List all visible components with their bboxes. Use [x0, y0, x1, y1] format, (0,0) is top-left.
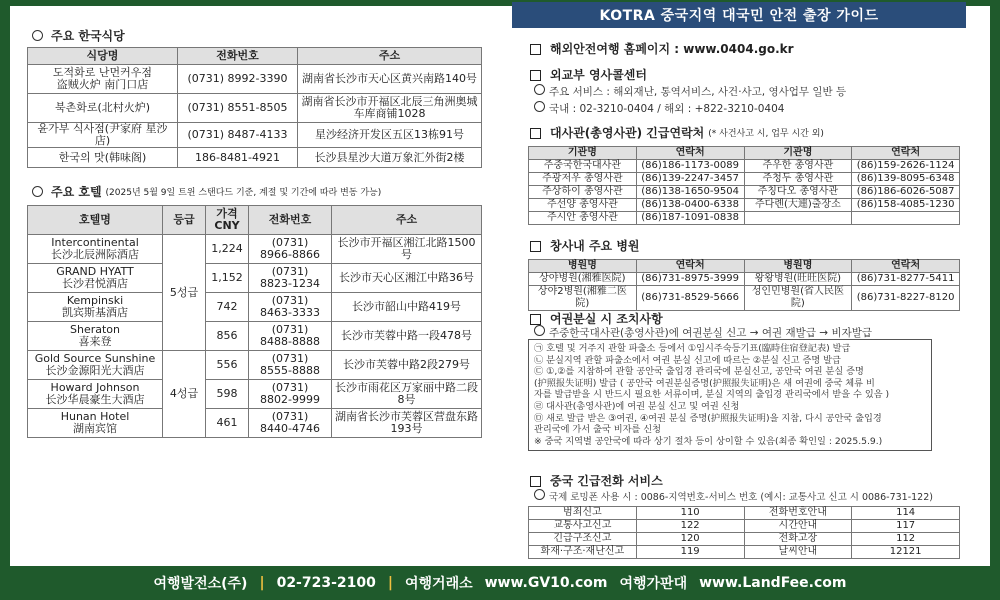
circle-bullet-icon	[32, 186, 43, 197]
footer-phone: 02-723-2100	[276, 575, 376, 591]
column-header: 전화번호	[249, 206, 332, 235]
hotel-phone: (0731) 8555-8888	[249, 351, 332, 380]
hotel-grade: 5성급	[163, 235, 206, 351]
hotel-price: 742	[206, 293, 249, 322]
footer-separator: |	[387, 575, 393, 591]
table-row	[28, 322, 482, 351]
hotel-price: 461	[206, 409, 249, 438]
hotel-name: Gold Source Sunshine 长沙金源阳光大酒店	[28, 351, 163, 380]
footer-separator: |	[259, 575, 265, 591]
circle-bullet-icon	[32, 30, 43, 41]
org-name: 날씨안내	[744, 546, 852, 559]
circle-bullet-icon	[534, 325, 545, 336]
passport-step: 자를 발급받을 시 반드시 필요한 서류이며, 분실 지역의 출입경 관리국에서 받을 수 있음 )	[534, 389, 890, 401]
column-header: 등급	[163, 206, 206, 235]
column-header: 병원명	[744, 260, 852, 273]
hotel-address: 长沙市天心区湘江中路36号	[332, 264, 482, 293]
contact-number: 114	[852, 507, 960, 520]
org-name: 주광저우 총영사관	[529, 173, 637, 186]
restaurant-address: 长沙县星沙大道万象汇外街2楼	[298, 148, 482, 168]
column-header: 주소	[298, 48, 482, 65]
column-header: 연락처	[852, 147, 960, 160]
contact-number: (86)139-8095-6348	[852, 173, 960, 186]
passport-step: ㉠ 호텔 및 거주지 관할 파출소 등에서 ①임시주숙등기표(臨時住宿登記表) 발급	[534, 343, 851, 354]
org-name: 주시안 총영사관	[529, 212, 637, 225]
hotel-grade: 4성급	[163, 351, 206, 438]
org-name: 전화고장	[744, 533, 852, 546]
footer-bar	[0, 566, 1000, 600]
org-name: 주우한 총영사관	[744, 160, 852, 173]
table-row	[529, 273, 960, 286]
table-row	[28, 235, 482, 264]
passport-step: 관리국에 가서 출국 비자를 신청	[534, 424, 662, 436]
restaurant-name: 윤가부 식사점(尹家府 星沙店)	[28, 123, 178, 148]
passport-step: ㉣ 대사관(총영사관)에 여권 분실 신고 및 여권 신청	[534, 400, 740, 412]
contact-number: (86)187-1091-0838	[636, 212, 744, 225]
column-header: 가격 CNY	[206, 206, 249, 235]
column-header: 연락처	[636, 147, 744, 160]
hotel-price: 856	[206, 322, 249, 351]
circle-bullet-icon	[534, 84, 545, 95]
restaurant-phone: (0731) 8992-3390	[178, 65, 298, 94]
passport-step: ※ 중국 지역별 공안국에 따라 상기 절차 등이 상이할 수 있음(최종 확인일 : 2025.5.9.)	[534, 435, 883, 447]
hotels-note: (2025년 5월 9일 트윈 스탠다드 기준, 계절 및 기간에 따라 변동 가능)	[105, 188, 382, 198]
hotel-address: 长沙市雨花区万家丽中路二段 8号	[332, 380, 482, 409]
org-name: 시간안내	[744, 520, 852, 533]
square-bullet-icon	[530, 476, 541, 487]
table-row	[529, 286, 960, 311]
passport-step: ㉡ 분실지역 관할 파출소에서 여권 분실 신고에 따르는 ②분실 신고 증명 발급	[534, 354, 841, 366]
contact-number: 12121	[852, 546, 960, 559]
restaurant-name: 북촌화로(北村火炉)	[28, 94, 178, 123]
org-name: 주상하이 총영사관	[529, 186, 637, 199]
consular-title: 외교부 영사콜센터	[530, 66, 647, 83]
footer-market: 여행가판대	[619, 576, 688, 592]
hotel-price: 1,152	[206, 264, 249, 293]
table-row	[529, 533, 960, 546]
hotel-phone: (0731) 8440-4746	[249, 409, 332, 438]
hotel-address: 长沙市韶山中路419号	[332, 293, 482, 322]
hotel-price: 598	[206, 380, 249, 409]
table-row	[529, 186, 960, 199]
hotel-address: 长沙市芙蓉中路一段478号	[332, 322, 482, 351]
hotel-address: 湖南省长沙市芙蓉区营盘东路 193号	[332, 409, 482, 438]
hotel-phone: (0731) 8823-1234	[249, 264, 332, 293]
hotel-name: Sheraton 喜来登	[28, 322, 163, 351]
contact-number: (86)138-0400-6338	[636, 199, 744, 212]
org-name: 주다롄(大連)출장소	[744, 199, 852, 212]
restaurant-table	[27, 47, 482, 168]
hotel-name: GRAND HYATT 长沙君悦酒店	[28, 264, 163, 293]
restaurant-address: 湖南省长沙市天心区黄兴南路140号	[298, 65, 482, 94]
contact-number	[852, 212, 960, 225]
embassy-table	[528, 146, 960, 225]
passport-steps-box	[528, 339, 932, 451]
column-header: 기관명	[529, 147, 637, 160]
org-name: 상야병원(湘雅医院)	[529, 273, 637, 286]
org-name	[744, 212, 852, 225]
org-name: 주선양 총영사관	[529, 199, 637, 212]
table-row	[28, 123, 482, 148]
passport-step: (护照报失证明) 발급 ( 공안국 여권분실증명(护照报失证明)은 새 여권에 중국 체류 비	[534, 377, 875, 389]
emergency-table	[528, 506, 960, 559]
table-row	[28, 293, 482, 322]
contact-number: (86)731-8277-5411	[852, 273, 960, 286]
consular-service: 주요 서비스 : 해외재난, 통역서비스, 사건·사고, 영사업무 일반 등	[534, 84, 846, 99]
hotel-name: Kempinski 凯宾斯基酒店	[28, 293, 163, 322]
restaurant-address: 星沙经济开发区五区13栋91号	[298, 123, 482, 148]
table-row	[28, 351, 482, 380]
column-header: 병원명	[529, 260, 637, 273]
passport-step: ㉢ ①,②를 지참하여 관할 공안국 출입경 관리국에 분실신고, 공안국 여권 분실 증명	[534, 366, 864, 378]
hotel-phone: (0731) 8966-8866	[249, 235, 332, 264]
contact-number: (86)731-8975-3999	[636, 273, 744, 286]
footer-site2-link[interactable]: www.LandFee.com	[699, 575, 847, 591]
hotel-name: Intercontinental 长沙北辰洲际酒店	[28, 235, 163, 264]
passport-step: ㉤ 새로 발급 받은 ③여권, ④여권 분실 증명(护照报失证明)을 지참, 다시 공안국 출입경	[534, 412, 882, 424]
table-row	[28, 65, 482, 94]
org-name: 상야2병원(湘雅二医院)	[529, 286, 637, 311]
restaurant-name: 한국의 맛(韩味阁)	[28, 148, 178, 168]
table-row	[529, 173, 960, 186]
column-header: 연락처	[636, 260, 744, 273]
table-row	[28, 409, 482, 438]
org-name: 주청두 총영사관	[744, 173, 852, 186]
square-bullet-icon	[530, 70, 541, 81]
emergency-note: 국제 로밍폰 사용 시 : 0086-지역번호-서비스 번호 (예시: 교통사고 신고 시 0086-731-122)	[534, 489, 933, 503]
hotel-phone: (0731) 8463-3333	[249, 293, 332, 322]
contact-number: 117	[852, 520, 960, 533]
contact-number: (86)158-4085-1230	[852, 199, 960, 212]
contact-number: 119	[636, 546, 744, 559]
passport-title: 여권분실 시 조치사항	[530, 310, 663, 327]
contact-number: 120	[636, 533, 744, 546]
hotel-phone: (0731) 8802-9999	[249, 380, 332, 409]
footer-exchange: 여행거래소	[405, 576, 473, 592]
restaurant-address: 湖南省长沙市开福区北辰三角洲奥城 车库商铺1028	[298, 94, 482, 123]
hotel-phone: (0731) 8488-8888	[249, 322, 332, 351]
org-name: 긴급구조신고	[529, 533, 637, 546]
table-row	[529, 199, 960, 212]
hotel-name: Howard Johnson 长沙华晨豪生大酒店	[28, 380, 163, 409]
square-bullet-icon	[530, 44, 541, 55]
org-name: 교통사고신고	[529, 520, 637, 533]
guide-banner: KOTRA 중국지역 대국민 안전 출장 가이드	[512, 2, 966, 28]
column-header: 식당명	[28, 48, 178, 65]
restaurant-phone: (0731) 8551-8505	[178, 94, 298, 123]
contact-number: 112	[852, 533, 960, 546]
circle-bullet-icon	[534, 489, 545, 500]
contact-number: (86)731-8227-8120	[852, 286, 960, 311]
restaurant-name: 도적화로 난먼커우점 盗贼火炉 南门口店	[28, 65, 178, 94]
restaurant-phone: (0731) 8487-4133	[178, 123, 298, 148]
emergency-title: 중국 긴급전화 서비스	[530, 472, 663, 489]
website-line: 해외안전여행 홈페이지 : www.0404.go.kr	[530, 40, 794, 57]
table-row	[529, 160, 960, 173]
contact-number: (86)186-6026-5087	[852, 186, 960, 199]
contact-number: (86)731-8529-5666	[636, 286, 744, 311]
column-header: 호텔명	[28, 206, 163, 235]
hotels-title: 주요 호텔 (2025년 5월 9일 트윈 스탠다드 기준, 계절 및 기간에 따라 변동 가능)	[32, 183, 381, 200]
contact-number: (86)159-2626-1124	[852, 160, 960, 173]
contact-number: (86)139-2247-3457	[636, 173, 744, 186]
hospital-title: 창사내 주요 병원	[530, 237, 640, 254]
square-bullet-icon	[530, 241, 541, 252]
table-row	[529, 520, 960, 533]
org-name: 화재·구조·재난신고	[529, 546, 637, 559]
table-row	[529, 546, 960, 559]
footer-company: 여행발전소(주)	[153, 576, 248, 592]
org-name: 왕왕병원(旺旺医院)	[744, 273, 852, 286]
org-name: 주중국한국대사관	[529, 160, 637, 173]
column-header: 전화번호	[178, 48, 298, 65]
square-bullet-icon	[530, 314, 541, 325]
hotel-price: 1,224	[206, 235, 249, 264]
hotel-name: Hunan Hotel 湖南宾馆	[28, 409, 163, 438]
org-name: 주칭다오 총영사관	[744, 186, 852, 199]
footer-site1-link[interactable]: www.GV10.com	[484, 575, 608, 591]
hospital-table	[528, 259, 960, 311]
org-name: 전화번호안내	[744, 507, 852, 520]
hotel-address: 长沙市开福区湘江北路1500号	[332, 235, 482, 264]
hotel-address: 长沙市芙蓉中路2段279号	[332, 351, 482, 380]
table-row	[529, 212, 960, 225]
restaurant-phone: 186-8481-4921	[178, 148, 298, 168]
table-row	[28, 264, 482, 293]
consular-phone: 국내 : 02-3210-0404 / 해외 : +822-3210-0404	[534, 101, 784, 116]
table-row	[529, 507, 960, 520]
passport-flow: 주중한국대사관(총영사관)에 여권분실 신고 → 여권 재발급 → 비자발급	[534, 325, 872, 340]
restaurants-title: 주요 한국식당	[32, 27, 125, 44]
contact-number: (86)138-1650-9504	[636, 186, 744, 199]
table-row	[28, 380, 482, 409]
hotel-price: 556	[206, 351, 249, 380]
table-row	[28, 148, 482, 168]
contact-number: 122	[636, 520, 744, 533]
contact-number: 110	[636, 507, 744, 520]
column-header: 주소	[332, 206, 482, 235]
column-header: 연락처	[852, 260, 960, 273]
circle-bullet-icon	[534, 101, 545, 112]
embassy-title: 대사관(총영사관) 긴급연락처 (* 사건사고 시, 업무 시간 외)	[530, 124, 824, 141]
org-name: 성인민병원(省人民医院)	[744, 286, 852, 311]
square-bullet-icon	[530, 128, 541, 139]
column-header: 기관명	[744, 147, 852, 160]
hotel-table	[27, 205, 482, 438]
org-name: 범죄신고	[529, 507, 637, 520]
table-row	[28, 94, 482, 123]
contact-number: (86)186-1173-0089	[636, 160, 744, 173]
